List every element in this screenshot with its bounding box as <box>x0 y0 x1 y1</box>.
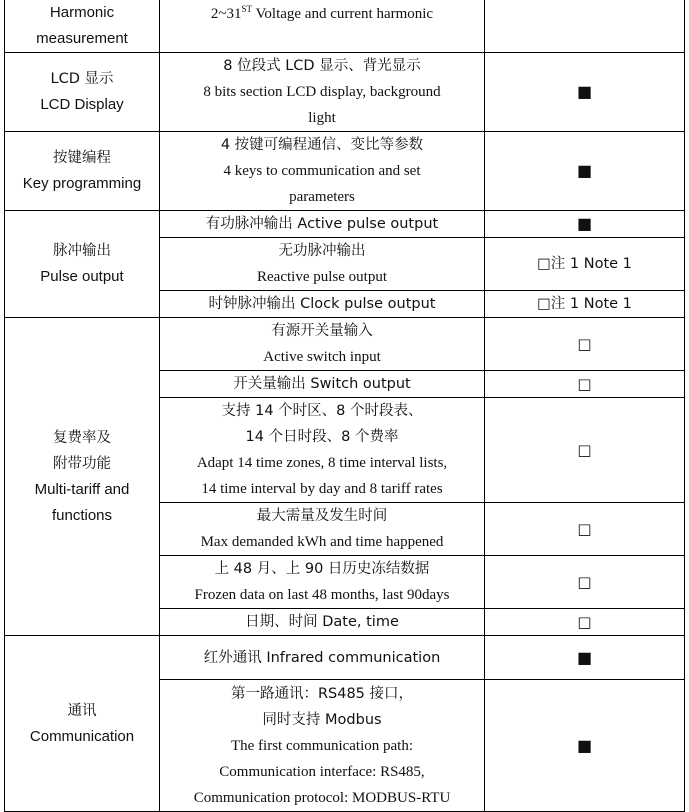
row-infrared <box>5 636 685 680</box>
filled-square-icon: ■ <box>485 211 685 238</box>
filled-square-icon: ■ <box>485 53 685 132</box>
filled-square-icon: ■ <box>485 636 685 680</box>
empty-square-icon: □ <box>485 503 685 556</box>
feature-name-communication <box>5 636 160 812</box>
feature-name-key <box>5 132 160 211</box>
desc-reactive-pulse <box>160 238 485 291</box>
desc-date-time: 日期、时间 Date, time <box>160 609 485 636</box>
empty-square-icon: □ <box>485 318 685 371</box>
desc-cn: 最大需量及发生时间 <box>256 508 388 524</box>
desc-cn-2: 14 个日时段、8 个费率 <box>245 429 399 445</box>
spec-table <box>4 0 685 812</box>
desc-infrared: 红外通讯 Infrared communication <box>160 636 485 680</box>
mark-harmonic <box>485 0 685 53</box>
desc-cn-2: 同时支持 Modbus <box>262 711 382 728</box>
desc-max-demand <box>160 503 485 556</box>
desc-cn: 无功脉冲输出 <box>278 243 366 259</box>
desc-cn: 有源开关量输入 <box>271 323 373 339</box>
empty-square-note-icon: □注 1 Note 1 <box>485 238 685 291</box>
desc-clock-pulse: 时钟脉冲输出 Clock pulse output <box>160 291 485 318</box>
desc-switch-input <box>160 318 485 371</box>
desc-en: Active switch input <box>263 349 381 365</box>
desc-en-1: Adapt 14 time zones, 8 time interval lists, <box>196 455 448 471</box>
empty-square-icon: □ <box>485 609 685 636</box>
desc-prefix: 2~31 <box>210 6 242 22</box>
desc-rs485 <box>160 680 485 812</box>
desc-cn: 8 位段式 LCD 显示、背光显示 <box>223 58 421 74</box>
feature-name-cn: 按键编程 <box>53 150 111 166</box>
desc-en-2: Communication interface: RS485, <box>219 763 425 780</box>
empty-square-icon: □ <box>485 556 685 609</box>
feature-name-lcd <box>5 53 160 132</box>
desc-en: Frozen data on last 48 months, last 90days <box>194 587 450 603</box>
desc-en-1: 8 bits section LCD display, background <box>203 84 441 100</box>
desc-en-2: 14 time interval by day and 8 tariff rates <box>201 481 443 497</box>
feature-name-cn: 通讯 <box>67 702 97 719</box>
desc-en-1: The first communication path: <box>230 737 414 754</box>
feature-name-cn: LCD 显示 <box>50 71 114 87</box>
feature-name-en: Communication <box>29 727 135 745</box>
feature-name-cn: 脉冲输出 <box>53 243 111 259</box>
feature-name-en-2: functions <box>51 506 113 524</box>
desc-frozen-data <box>160 556 485 609</box>
feature-name-harmonic <box>5 0 160 53</box>
row-key-programming <box>5 132 685 211</box>
feature-name-en-1: Harmonic <box>49 3 115 21</box>
row-harmonic <box>5 0 685 53</box>
desc-en: Reactive pulse output <box>257 269 387 285</box>
row-lcd <box>5 53 685 132</box>
row-switch-input <box>5 318 685 371</box>
feature-desc-lcd <box>160 53 485 132</box>
desc-sup: ST <box>241 4 253 14</box>
desc-cn-1: 第一路通讯：RS485 接口， <box>230 685 414 702</box>
desc-en-1: 4 keys to communication and set <box>223 163 421 179</box>
feature-name-en: LCD Display <box>40 96 124 113</box>
feature-name-en-1: Multi-tariff and <box>34 480 130 498</box>
desc-active-pulse: 有功脉冲输出 Active pulse output <box>160 211 485 238</box>
filled-square-icon: ■ <box>485 132 685 211</box>
empty-square-icon: □ <box>485 371 685 398</box>
feature-name-multi-tariff <box>5 318 160 636</box>
desc-switch-output: 开关量输出 Switch output <box>160 371 485 398</box>
desc-en-3: Communication protocol: MODBUS-RTU <box>193 789 451 806</box>
desc-en-2: light <box>308 110 336 126</box>
feature-name-en: Key programming <box>22 175 142 192</box>
filled-square-icon: ■ <box>485 680 685 812</box>
desc-suffix: Voltage and current harmonic <box>252 6 434 22</box>
feature-name-pulse <box>5 211 160 318</box>
desc-en-2: parameters <box>289 189 355 205</box>
row-pulse-active <box>5 211 685 238</box>
feature-name-cn-1: 复费率及 <box>53 429 111 446</box>
feature-name-en: Pulse output <box>40 268 124 285</box>
desc-cn-1: 支持 14 个时区、8 个时段表、 <box>221 403 423 419</box>
feature-name-cn-2: 附带功能 <box>53 455 111 472</box>
desc-en: Max demanded kWh and time happened <box>200 534 444 550</box>
desc-cn: 上 48 月、上 90 日历史冻结数据 <box>214 561 430 577</box>
feature-desc-harmonic <box>160 0 485 53</box>
feature-desc-key <box>160 132 485 211</box>
desc-time-zones <box>160 398 485 503</box>
empty-square-icon: □ <box>485 398 685 503</box>
desc-cn: 4 按键可编程通信、变比等参数 <box>220 137 424 153</box>
empty-square-note-icon: □注 1 Note 1 <box>485 291 685 318</box>
feature-name-en-2: measurement <box>36 29 128 47</box>
